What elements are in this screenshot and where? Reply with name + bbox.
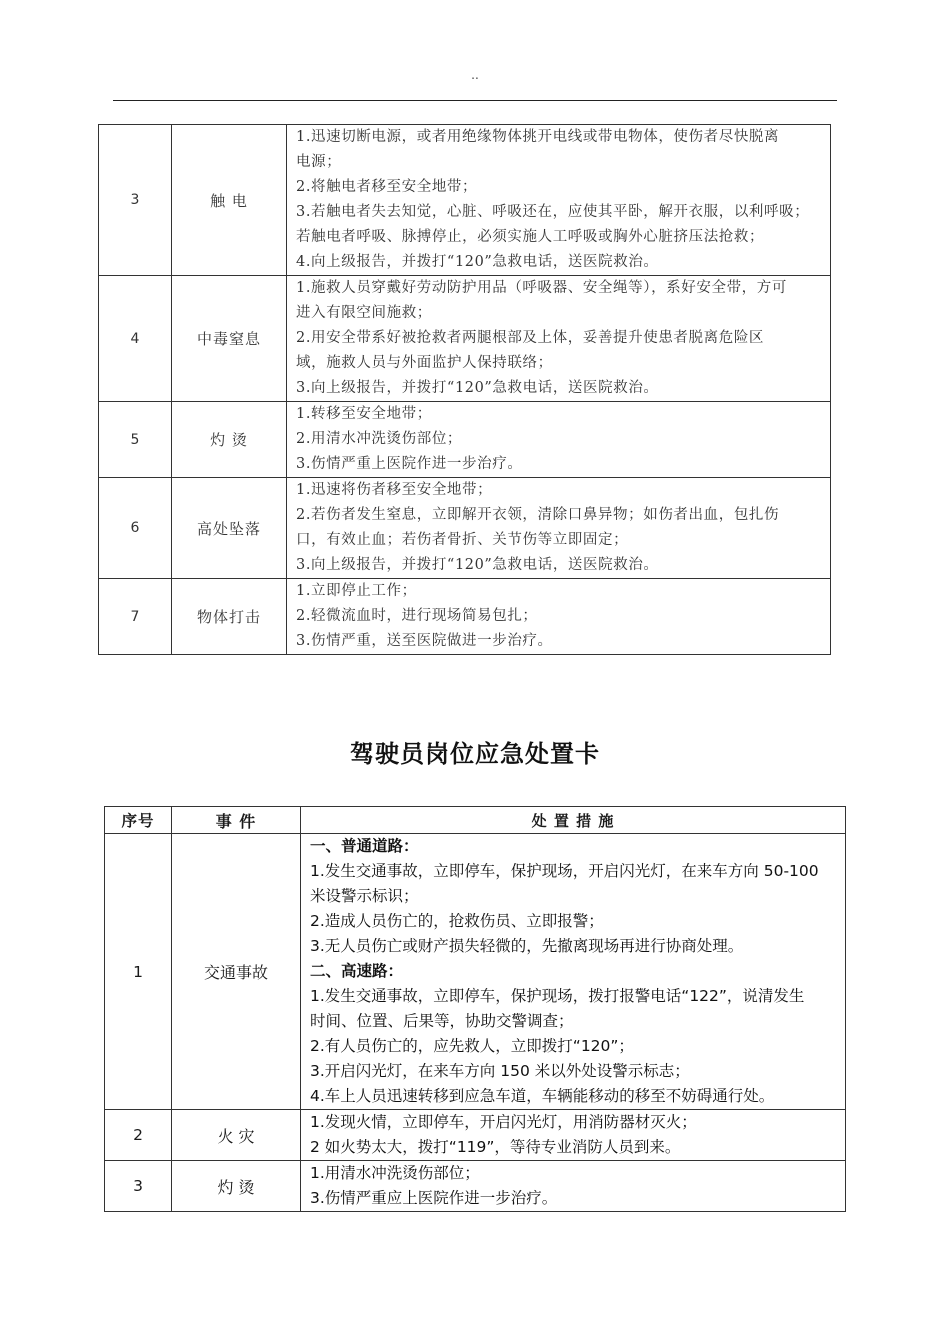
row-measures [301,834,846,1110]
measure-line: 2.将触电者移至安全地带； [296,179,478,195]
row-number: 1 [105,834,172,1110]
measure-line: 2.用清水冲洗烫伤部位； [296,431,463,447]
row-number: 3 [99,125,172,276]
measure-line: 3.向上级报告，并拨打“120”急救电话，送医院救治。 [296,380,659,396]
driver-emergency-table [104,806,846,1212]
header-rule [113,100,837,101]
row-measures [287,276,831,402]
row-event: 触 电 [172,125,287,276]
measure-line: 2.造成人员伤亡的，抢救伤员、立即报警； [310,912,604,930]
measure-line: 4.车上人员迅速转移到应急车道，车辆能移动的移至不妨碍通行处。 [310,1087,775,1105]
measure-line: 1.发生交通事故，立即停车，保护现场，拨打报警电话“122”，说清发生 [310,987,805,1005]
table-row [99,125,831,276]
table-row [105,1161,846,1212]
table-row [105,834,846,1110]
row-number: 2 [105,1110,172,1161]
measure-line: 若触电者呼吸、脉搏停止，必须实施人工呼吸或胸外心脏挤压法抢救； [296,229,765,245]
table-row [99,402,831,478]
row-number: 5 [99,402,172,478]
measure-line: 1.立即停止工作； [296,583,417,599]
measure-line: 2.若伤者发生窒息，立即解开衣领，清除口鼻异物；如伤者出血，包扎伤 [296,507,780,523]
row-measures [301,1110,846,1161]
row-event: 物体打击 [172,579,287,655]
row-number: 4 [99,276,172,402]
section-heading: 一、普通道路： [310,837,419,855]
row-event: 中毒窒息 [172,276,287,402]
measure-line: 3.伤情严重上医院作进一步治疗。 [296,456,523,472]
measure-line: 2.有人员伤亡的，应先救人，立即拨打“120”； [310,1037,634,1055]
measure-line: 1.发生交通事故，立即停车，保护现场，开启闪光灯，在来车方向 50-100 [310,862,819,880]
measure-line: 3.若触电者失去知觉，心脏、呼吸还在，应使其平卧，解开衣服，以利呼吸； [296,204,810,220]
measure-line: 3.伤情严重应上医院作进一步治疗。 [310,1189,558,1207]
header-measures: 处 置 措 施 [301,807,846,834]
measure-line: 3.向上级报告，并拨打“120”急救电话，送医院救治。 [296,557,659,573]
measure-line: 口，有效止血；若伤者骨折、关节伤等立即固定； [296,532,629,548]
emergency-table-continued [98,124,831,655]
table-header-row [105,807,846,834]
section-heading: 二、高速路： [310,962,404,980]
header-mark: .. [471,68,479,82]
row-number: 3 [105,1161,172,1212]
row-measures [287,478,831,579]
row-event: 灼 烫 [172,402,287,478]
table-row [105,1110,846,1161]
measure-line: 2.轻微流血时，进行现场简易包扎； [296,608,538,624]
measure-line: 1.施救人员穿戴好劳动防护用品（呼吸器、安全绳等），系好安全带，方可 [296,280,787,296]
row-event: 交通事故 [172,834,301,1110]
measure-line: 1.迅速将伤者移至安全地带； [296,482,493,498]
row-number: 7 [99,579,172,655]
measure-line: 3.伤情严重，送至医院做进一步治疗。 [296,633,553,649]
measure-line: 时间、位置、后果等，协助交警调查； [310,1012,574,1030]
row-event: 高处坠落 [172,478,287,579]
measure-line: 2 如火势太大，拨打“119”，等待专业消防人员到来。 [310,1138,681,1156]
row-measures [287,579,831,655]
measure-line: 进入有限空间施救； [296,305,432,321]
row-measures [301,1161,846,1212]
measure-line: 4.向上级报告，并拨打“120”急救电话，送医院救治。 [296,254,659,270]
header-no: 序号 [105,807,172,834]
row-measures [287,402,831,478]
row-measures [287,125,831,276]
measure-line: 3.无人员伤亡或财产损失轻微的，先撤离现场再进行协商处理。 [310,937,744,955]
row-event: 灼 烫 [172,1161,301,1212]
measure-line: 1.迅速切断电源，或者用绝缘物体挑开电线或带电物体，使伤者尽快脱离 [296,129,780,145]
row-event: 火 灾 [172,1110,301,1161]
measure-line: 1.转移至安全地带； [296,406,432,422]
table-row [99,579,831,655]
table-row [99,276,831,402]
row-number: 6 [99,478,172,579]
page-title: 驾驶员岗位应急处置卡 [350,739,600,768]
table-row [99,478,831,579]
measure-line: 米设警示标识； [310,887,419,905]
header-event: 事 件 [172,807,301,834]
measure-line: 1.发现火情，立即停车，开启闪光灯，用消防器材灭火； [310,1113,697,1131]
measure-line: 电源； [296,154,342,170]
measure-line: 3.开启闪光灯，在来车方向 150 米以外处设警示标志； [310,1062,690,1080]
measure-line: 2.用安全带系好被抢救者两腿根部及上体，妥善提升使患者脱离危险区 [296,330,765,346]
measure-line: 域，施救人员与外面监护人保持联络； [296,355,553,371]
measure-line: 1.用清水冲洗烫伤部位； [310,1164,480,1182]
